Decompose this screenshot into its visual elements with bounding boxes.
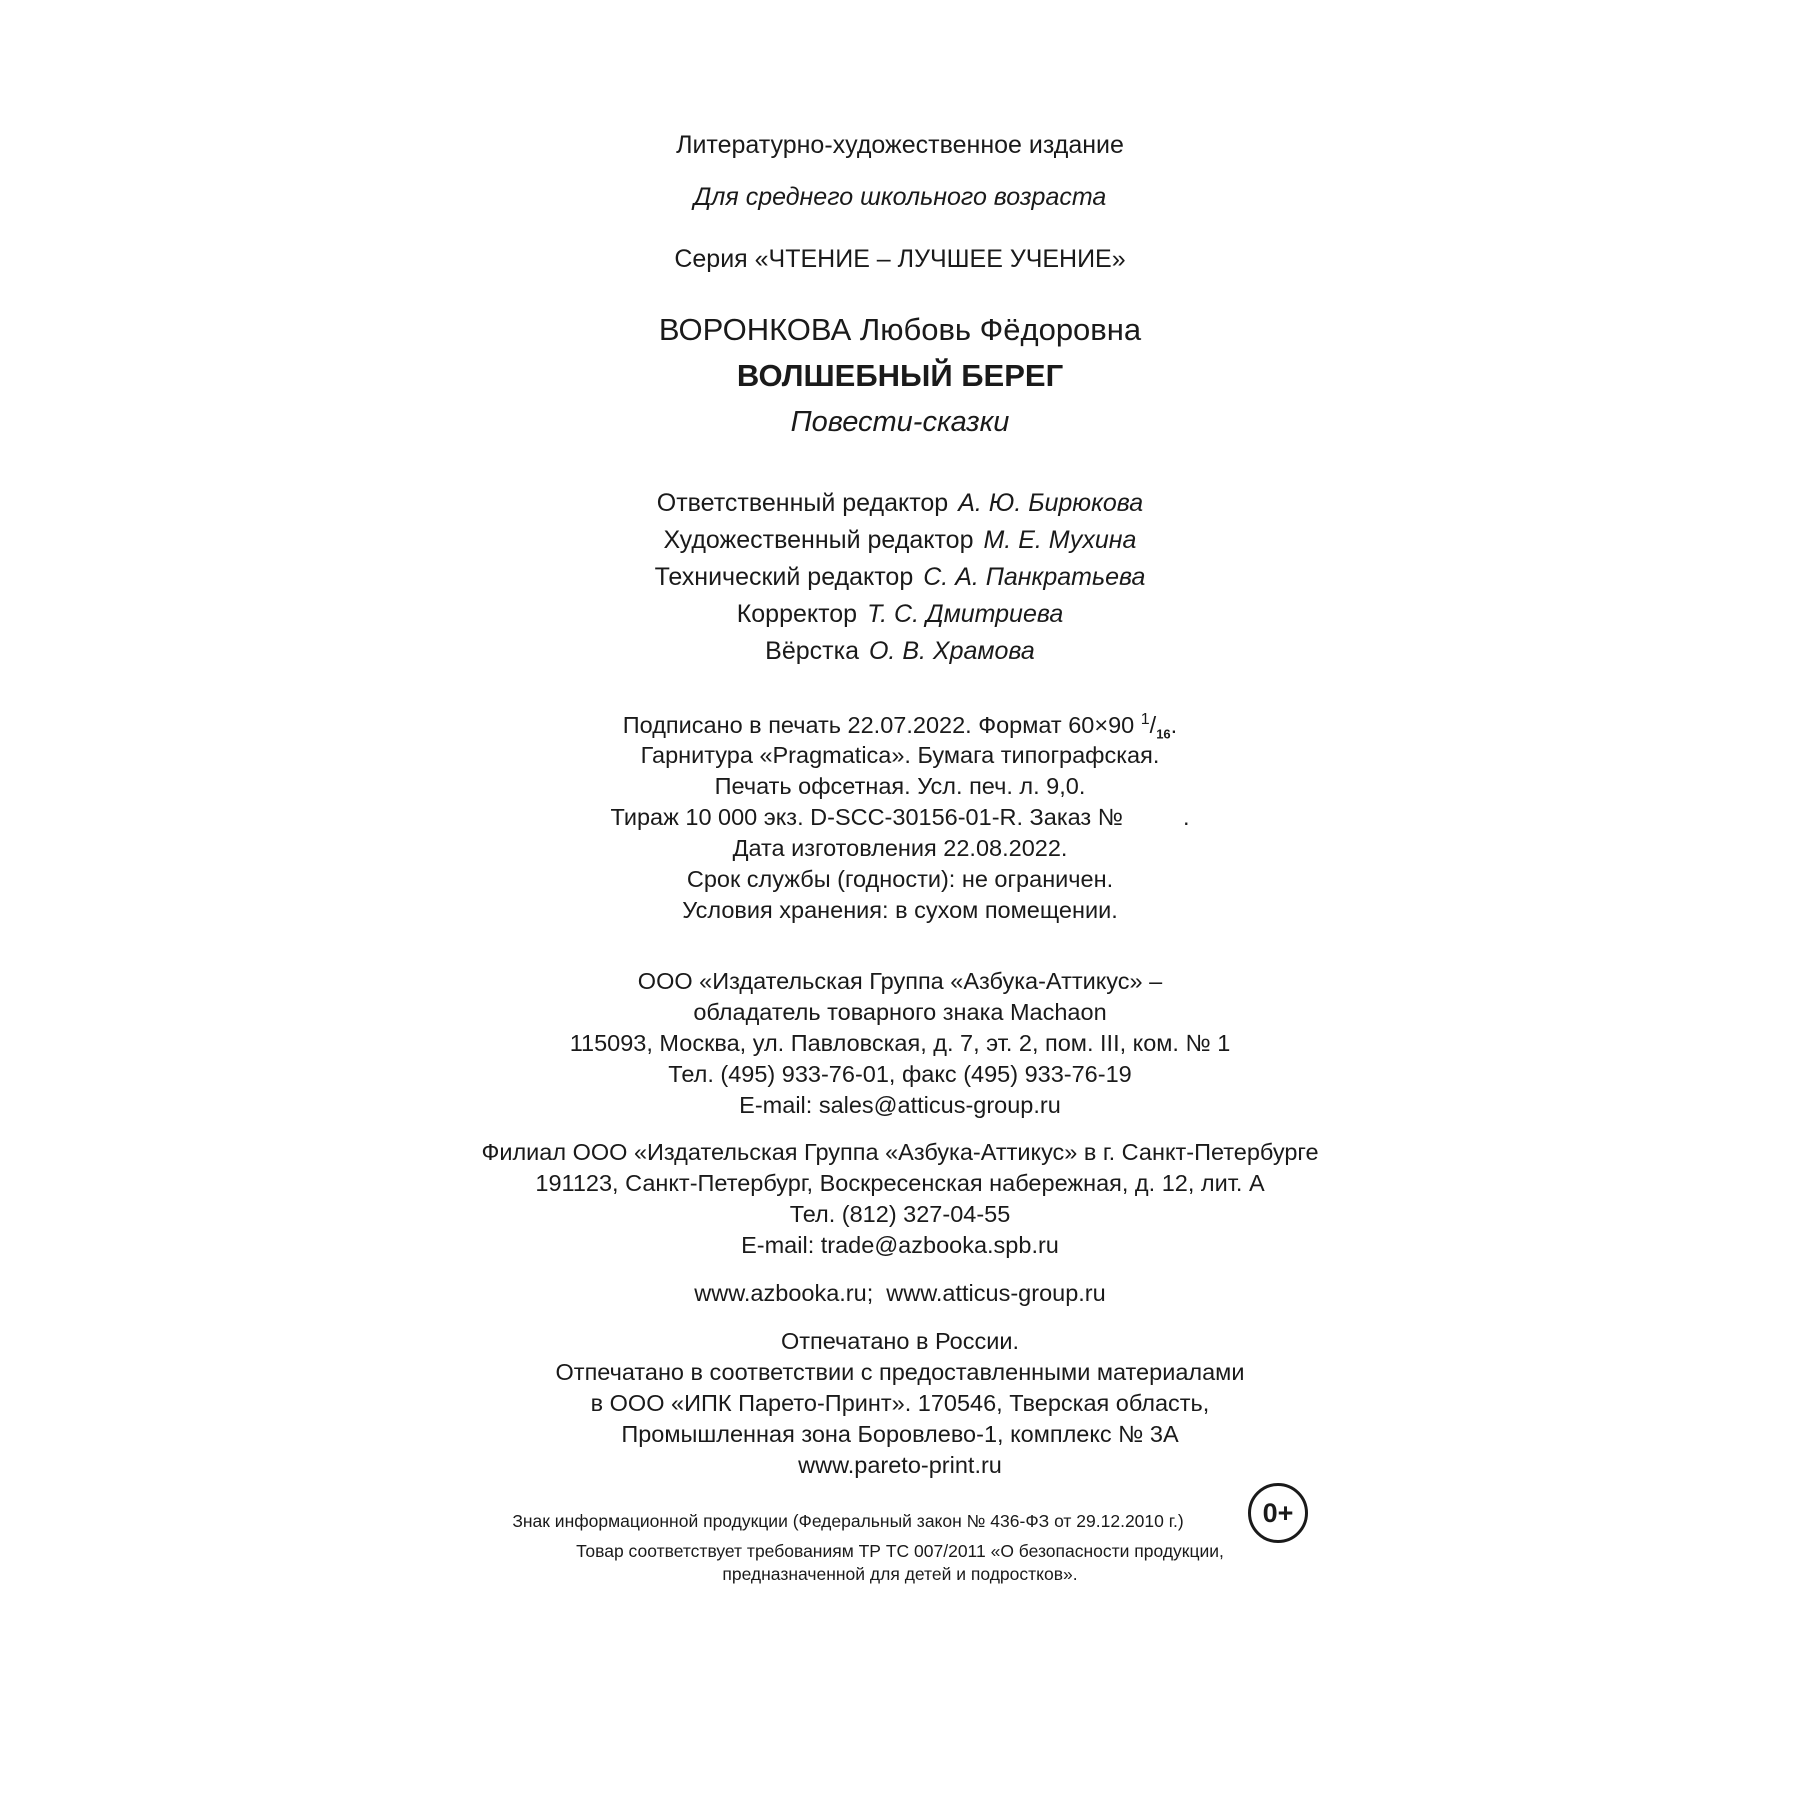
book-genre: Повести-сказки bbox=[790, 406, 1010, 438]
printer-country: Отпечатано в России. bbox=[780, 1328, 1019, 1354]
printer-line: Отпечатано в соответствии с предоставленными материалами bbox=[555, 1359, 1245, 1385]
branch-name: Филиал ООО «Издательская Группа «Азбука-Аттикус» в г. Санкт-Петербурге bbox=[481, 1139, 1319, 1165]
credit-role: Ответственный редактор bbox=[656, 489, 949, 517]
format-numerator: 1 bbox=[1140, 711, 1150, 728]
age-rating-badge: 0+ bbox=[1248, 1483, 1308, 1543]
branch-phone: Тел. (812) 327-04-55 bbox=[789, 1201, 1011, 1227]
branch-email: E-mail: trade@azbooka.spb.ru bbox=[741, 1232, 1059, 1258]
credit-line bbox=[0, 599, 1800, 629]
made-date-line: Дата изготовления 22.08.2022. bbox=[732, 835, 1068, 861]
signed-line: Подписано в печать 22.07.2022. Формат 60×90 $^1/_{16}$. bbox=[622, 711, 1178, 742]
printing-line: Печать офсетная. Усл. печ. л. 9,0. bbox=[714, 773, 1086, 799]
publisher-trademark: обладатель товарного знака Machaon bbox=[693, 999, 1107, 1025]
series-name: Серия «ЧТЕНИЕ – ЛУЧШЕЕ УЧЕНИЕ» bbox=[674, 245, 1126, 273]
compliance-line: предназначенной для детей и подростков». bbox=[722, 1564, 1078, 1584]
book-author: ВОРОНКОВА Любовь Фёдоровна bbox=[658, 312, 1142, 347]
credit-person: Т. С. Дмитриева bbox=[867, 600, 1064, 628]
publisher-email: E-mail: sales@atticus-group.ru bbox=[739, 1092, 1061, 1118]
format-denominator: 16 bbox=[1156, 726, 1171, 742]
credit-person: С. А. Панкратьева bbox=[923, 563, 1146, 591]
signed-text: Подписано в печать 22.07.2022. Формат 60×90 bbox=[622, 711, 1141, 738]
circulation-text: Тираж 10 000 экз. D-SCC-30156-01-R. Заказ № bbox=[610, 804, 1123, 830]
age-group: Для среднего школьного возраста bbox=[693, 183, 1107, 211]
websites: www.azbooka.ru; www.atticus-group.ru bbox=[694, 1280, 1106, 1306]
circulation-end: . bbox=[1182, 804, 1190, 830]
shelf-life-line: Срок службы (годности): не ограничен. bbox=[686, 866, 1114, 892]
credit-line bbox=[0, 636, 1800, 666]
credit-person: О. В. Храмова bbox=[868, 637, 1035, 665]
credit-role: Художественный редактор bbox=[663, 526, 974, 554]
publisher-address: 115093, Москва, ул. Павловская, д. 7, эт. 2, пом. III, ком. № 1 bbox=[569, 1030, 1231, 1056]
printer-site: www.pareto-print.ru bbox=[798, 1452, 1002, 1478]
compliance-line: Товар соответствует требованиям ТР ТС 007/2011 «О безопасности продукции, bbox=[576, 1541, 1224, 1561]
credit-line bbox=[0, 525, 1800, 555]
printer-line: в ООО «ИПК Парето-Принт». 170546, Тверская область, bbox=[590, 1390, 1210, 1416]
info-sign-text: Знак информационной продукции (Федеральный закон № 436-ФЗ от 29.12.2010 г.) bbox=[512, 1511, 1184, 1531]
printer-line: Промышленная зона Боровлево-1, комплекс № 3А bbox=[621, 1421, 1179, 1447]
credit-role: Вёрстка bbox=[765, 637, 859, 665]
credit-person: А. Ю. Бирюкова bbox=[958, 489, 1144, 517]
circulation-line bbox=[0, 803, 1800, 831]
credit-role: Технический редактор bbox=[654, 563, 914, 591]
credit-line bbox=[0, 562, 1800, 592]
book-title: ВОЛШЕБНЫЙ БЕРЕГ bbox=[736, 358, 1064, 393]
storage-line: Условия хранения: в сухом помещении. bbox=[682, 897, 1118, 923]
publisher-phone: Тел. (495) 933-76-01, факс (495) 933-76-19 bbox=[668, 1061, 1132, 1087]
publisher-name: ООО «Издательская Группа «Азбука-Аттикус» – bbox=[637, 968, 1163, 994]
typeface-line: Гарнитура «Pragmatica». Бумага типографская. bbox=[640, 742, 1160, 768]
branch-address: 191123, Санкт-Петербург, Воскресенская набережная, д. 12, лит. А bbox=[535, 1170, 1265, 1196]
signed-end: . bbox=[1170, 711, 1178, 738]
credit-role: Корректор bbox=[736, 600, 858, 628]
credit-line bbox=[0, 488, 1800, 518]
edition-type: Литературно-художественное издание bbox=[676, 131, 1124, 159]
credit-person: М. Е. Мухина bbox=[983, 526, 1137, 554]
